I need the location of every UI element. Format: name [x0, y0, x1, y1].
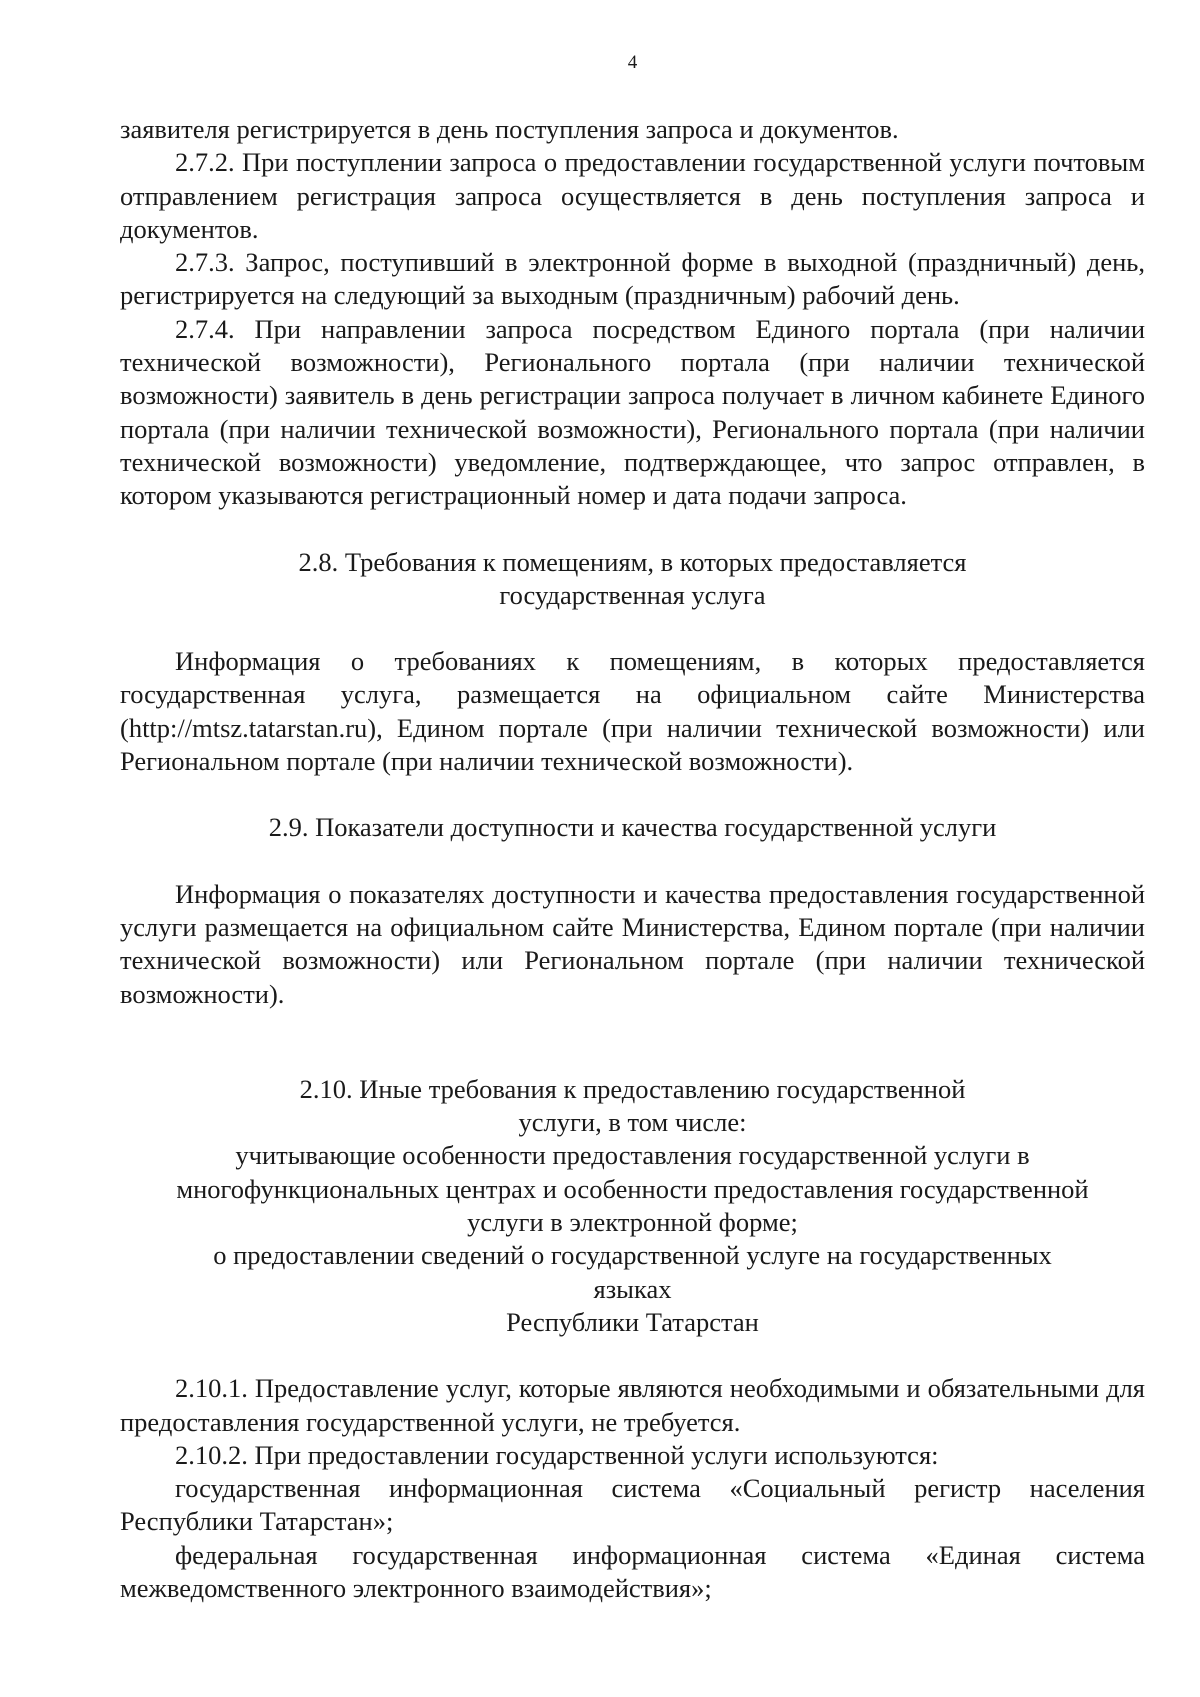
- paragraph-2-7-4: 2.7.4. При направлении запроса посредством Единого портала (при наличии технической возможности), Регионального портала (при наличии технической возможности) заявитель в день регистрации запроса получает в личном кабинете Единого портала (при наличии технической возможности), Регионального портала (при наличии технической возможности) уведомление, подтверждающее, что запрос отправлен, в котором указываются регистрационный номер и дата подачи запроса.: [120, 313, 1145, 511]
- heading-2-8-line1: 2.8. Требования к помещениям, в которых предоставляется: [298, 546, 967, 577]
- spacer: [120, 845, 1145, 878]
- spacer: [120, 513, 1145, 546]
- spacer: [120, 778, 1145, 811]
- document-body: [120, 113, 1145, 1605]
- heading-2-8-line2: государственная услуга: [499, 579, 766, 610]
- heading-2-10-line3: учитывающие особенности предоставления государственной услуги в: [235, 1140, 1030, 1171]
- heading-2-10-line8: Республики Татарстан: [506, 1306, 759, 1337]
- paragraph-2-9-text: Информация о показателях доступности и качества предоставления государственной услуги размещается на официальном сайте Министерства, Едином портале (при наличии технической возможности) или Региональном портале (при наличии технической возможности).: [120, 878, 1145, 1009]
- paragraph-system-smev: федеральная государственная информационная система «Единая система межведомственного электронного взаимодействия»;: [120, 1539, 1145, 1603]
- spacer: [120, 612, 1145, 645]
- paragraph-2-10-1: 2.10.1. Предоставление услуг, которые являются необходимыми и обязательными для предоставления государственной услуги, не требуется.: [120, 1373, 1145, 1437]
- heading-2-10-line1: 2.10. Иные требования к предоставлению государственной: [299, 1073, 966, 1104]
- paragraph-2-7-3: 2.7.3. Запрос, поступивший в электронной форме в выходной (праздничный) день, регистрируется на следующий за выходным (праздничным) рабочий день.: [120, 247, 1145, 311]
- spacer: [120, 1339, 1145, 1372]
- heading-2-10-line7: языках: [593, 1273, 672, 1304]
- heading-2-10-line6: о предоставлении сведений о государственной услуге на государственных: [213, 1240, 1052, 1271]
- paragraph-system-social-register: государственная информационная система «Социальный регистр населения Республики Татарстан»;: [120, 1473, 1145, 1537]
- paragraph-2-7-2: 2.7.2. При поступлении запроса о предоставлении государственной услуги почтовым отправлением регистрация запроса осуществляется в день поступления запроса и документов.: [120, 147, 1145, 244]
- heading-2-10-line2: услуги, в том числе:: [518, 1107, 747, 1138]
- heading-2-9: 2.9. Показатели доступности и качества государственной услуги: [268, 812, 997, 843]
- paragraph-2-8-text: Информация о требованиях к помещениям, в которых предоставляется государственная услуга, размещается на официальном сайте Министерства (http://mtsz.tatarstan.ru), Едином портале (при наличии технической возможности) или Региональном портале (при наличии технической возможности).: [120, 646, 1145, 777]
- paragraph-2-10-2: 2.10.2. При предоставлении государственной услуги используются:: [175, 1439, 939, 1470]
- heading-2-10-line5: услуги в электронной форме;: [467, 1207, 798, 1238]
- paragraph-continuation: заявителя регистрируется в день поступления запроса и документов.: [120, 114, 899, 144]
- page-number: 4: [627, 52, 638, 73]
- spacer: [120, 1011, 1145, 1073]
- heading-2-10-line4: многофункциональных центрах и особенности предоставления государственной: [176, 1173, 1089, 1204]
